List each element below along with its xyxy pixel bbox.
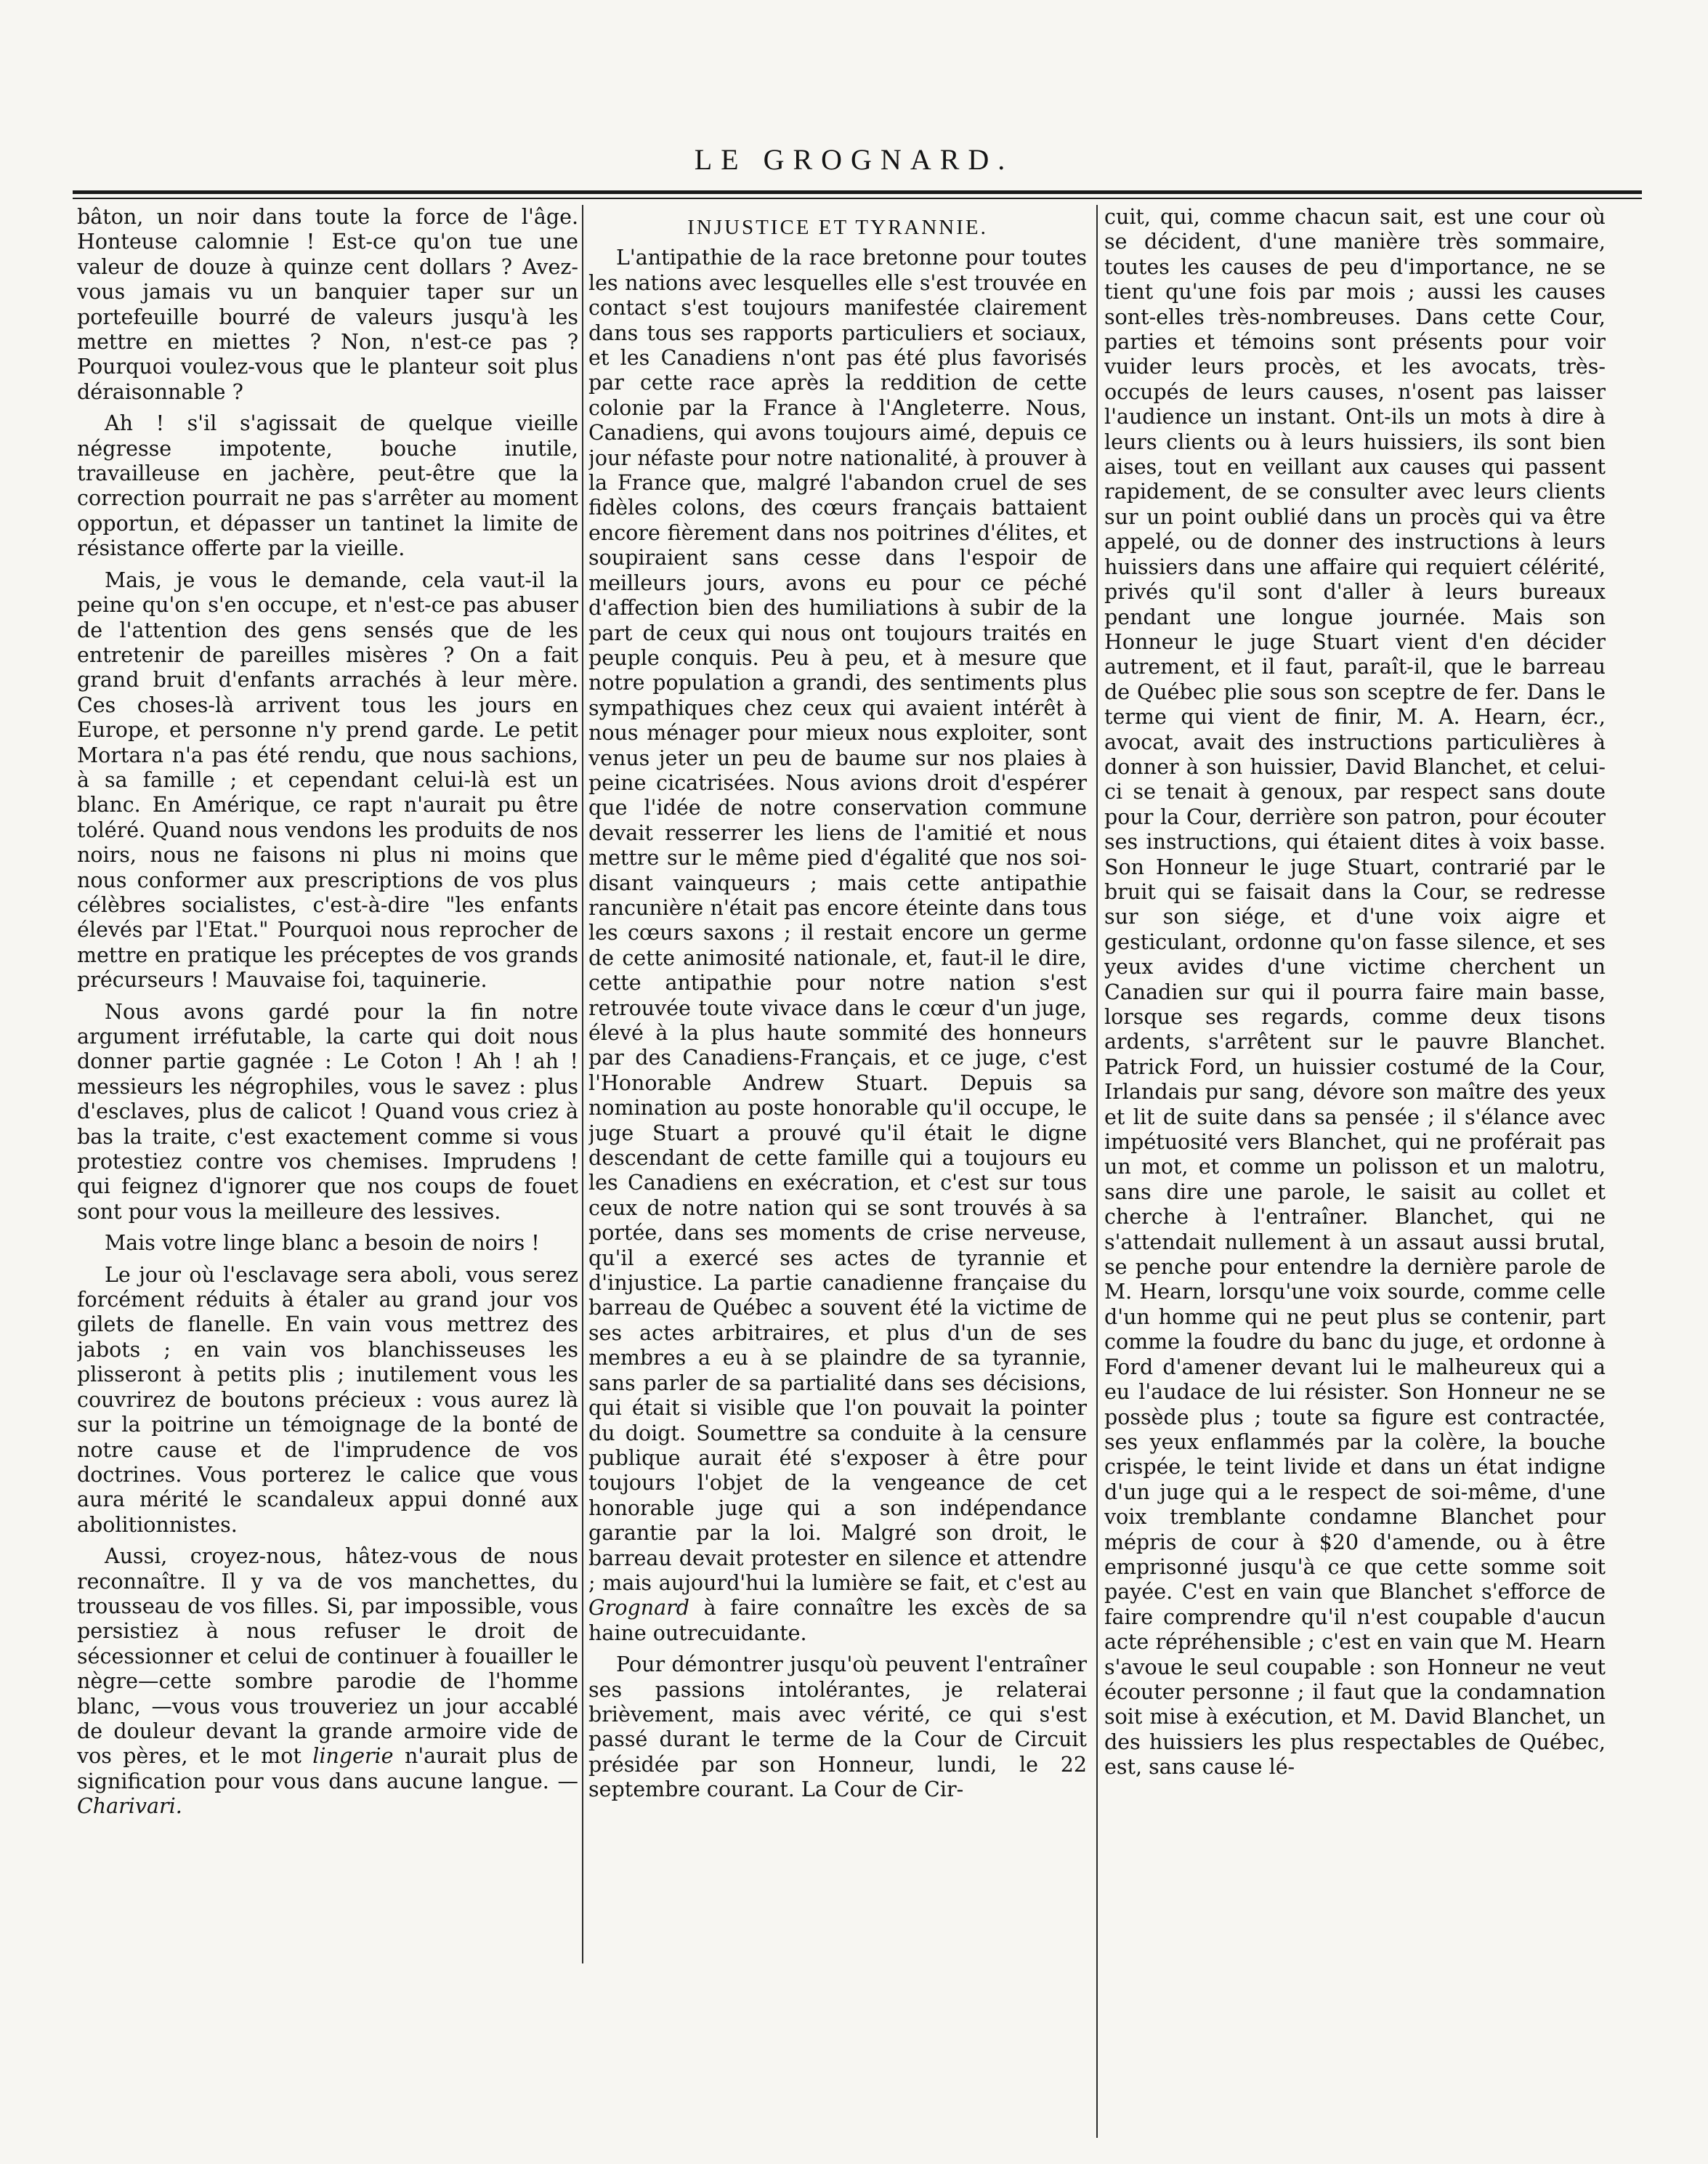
paragraph: bâton, un noir dans toute la force de l'âge. Honteuse calomnie ! Est-ce qu'on tue une valeur de douze à quinze cent dollars ? Avez-vous jamais vu un banquier taper sur un portefeuille bourré de valeurs jusqu'à les mettre en miettes ? Non, n'est-ce pas ? Pourquoi voulez-vous que le planteur soit plus déraisonnable ? [77, 205, 578, 404]
paragraph: Mais, je vous le demande, cela vaut-il la peine qu'on s'en occupe, et n'est-ce pas abuser de l'attention des gens sensés que de les entretenir de pareilles misères ? On a fait grand bruit d'enfants arrachés à leur mère. Ces choses-là arrivent tous les jours en Europe, et personne n'y prend garde. Le petit Mortara n'a pas été rendu, que nous sachions, à sa famille ; et cependant celui-là est un blanc. En Amérique, ce rapt n'aurait pu être toléré. Quand nous vendons les produits de nos noirs, nous ne faisons ni plus ni moins que nous conformer aux prescriptions de vos plus célèbres socialistes, c'est-à-dire "les enfants élevés par l'Etat." Pourquoi nous reprocher de mettre en pratique les préceptes de vos grands précurseurs ! Mauvaise foi, taquinerie. [77, 568, 578, 993]
paragraph: Mais votre linge blanc a besoin de noirs ! [105, 1231, 540, 1256]
masthead-rule-thick [73, 190, 1642, 194]
paragraph: Nous avons gardé pour la fin notre argument irréfutable, la carte qui doit nous donner partie gagnée : Le Coton ! Ah ! ah ! messieurs les négrophiles, vous le savez : plus d'esclaves, plus de calicot ! Quand vous criez à bas la traite, c'est exactement comme si vous protestiez contre vos chemises. Imprudens ! qui feignez d'ignorer que nos coups de fouet sont pour vous la meilleure des lessives. [77, 999, 578, 1224]
text-run: à faire connaître les excès de sa haine outrecuidante. [588, 1596, 1087, 1645]
column-1 [77, 205, 578, 2138]
column-3 [1104, 205, 1606, 2138]
italic-word: Grognard [588, 1596, 690, 1620]
column-divider [582, 205, 583, 1963]
paragraph: Le jour où l'esclavage sera aboli, vous serez forcément réduits à étaler au grand jour vos gilets de flanelle. En vain vous mettrez des jabots ; en vain vos blanchisseuses les plisseront à petits plis ; inutilement vous les couvrirez de boutons précieux : vous aurez là sur la poitrine un témoignage de la bonté de notre cause et de l'imprudence de vos doctrines. Vous porterez le calice que vous aura mérité le scandaleux appui donné aux abolitionnistes. [77, 1262, 578, 1537]
masthead-rule-thin [73, 198, 1642, 199]
paragraph: Pour démontrer jusqu'où peuvent l'entraîner ses passions intolérantes, je relaterai brièvement, mais avec vérité, ce qui s'est passé durant le terme de la Cour de Circuit présidée par son Honneur, lundi, le 22 septembre courant. La Cour de Cir- [588, 1652, 1087, 1802]
paragraph [588, 246, 1087, 1646]
article-headline: INJUSTICE ET TYRANNIE. [687, 216, 988, 239]
column-2 [588, 205, 1087, 2138]
paragraph [77, 1544, 578, 1819]
text-run: n'aurait plus de signification pour vous dans aucune langue. — [77, 1744, 578, 1793]
text-run: Aussi, croyez-nous, hâtez-vous de nous reconnaître. Il y va de vos manchettes, du trousseau de vos filles. Si, par impossible, vous persistiez à nous refuser le droit de sécessionner et celui de continuer à fouailler le nègre—cette sombre parodie de l'homme blanc, —vous vous trouveriez un jour accablé de douleur devant la grande armoire vide de vos pères, et le mot [77, 1544, 578, 1769]
text-run: L'antipathie de la race bretonne pour toutes les nations avec lesquelles elle s'est trouvée en contact s'est toujours manifestée clairement dans tous ses rapports particuliers et sociaux, et les Canadiens n'ont pas été plus favorisés par cette race après la reddition de cette colonie par la France à l'Angleterre. Nous, Canadiens, qui avons toujours aimé, depuis ce jour néfaste pour notre nationalité, à prouver à la France que, malgré l'abandon cruel de ses fidèles colons, des cœurs français battaient encore fièrement dans nos poitrines d'élites, et soupiraient sans cesse dans l'espoir de meilleurs jours, avons eu pour ce péché d'affection bien des humiliations à subir de la part de ceux qui nous ont toujours traités en peuple conquis. Peu à peu, et à mesure que notre population a grandi, des sentiments plus sympathiques chez ceux qui avaient intérêt à nous ménager pour mieux nous exploiter, sont venus jeter un peu de baume sur nos plaies à peine cicatrisées. Nous avions droit d'espérer que l'idée de notre conservation commune devait resserrer les liens de l'amitié et nous mettre sur le même pied d'égalité que nos soi-disant vainqueurs ; mais cette antipathie rancunière n'était pas encore éteinte dans tous les cœurs saxons ; il restait encore un germe de cette animosité nationale, et, faut-il le dire, cette antipathie pour notre nation s'est retrouvée toute vivace dans le cœur d'un juge, élevé à la plus haute sommité des honneurs par des Canadiens-Français, et ce juge, c'est l'Honorable Andrew Stuart. Depuis sa nomination au poste honorable qu'il occupe, le juge Stuart a prouvé qu'il était le digne descendant de cette famille qui a toujours eu les Canadiens en exécration, et c'est sur tous ceux de notre nation qui se sont trouvés à sa portée, dans ses moments de crise nerveuse, qu'il a exercé ses actes de tyrannie et d'injustice. La partie canadienne française du barreau de Québec a souvent été la victime de ses actes arbitraires, et plus d'un de ses membres a eu à se plaindre de sa tyrannie, sans parler de sa partialité dans ses décisions, qui était si visible que l'on pouvait la pointer du doigt. Soumettre sa conduite à la censure publique aurait été s'exposer à être pour toujours l'objet de la vengeance de cet honorable juge qui a son indépendance garantie par la loi. Malgré son droit, le barreau devait protester en silence et attendre ; mais aujourd'hui la lumière se fait, et c'est au [588, 246, 1087, 1595]
column-divider [1096, 205, 1098, 2138]
paragraph: Ah ! s'il s'agissait de quelque vieille négresse impotente, bouche inutile, travailleuse en jachère, peut-être que la correction pourrait ne pas s'arrêter au moment opportun, et dépasser un tantinet la limite de résistance offerte par la vieille. [77, 411, 578, 561]
paragraph: cuit, qui, comme chacun sait, est une cour où se décident, d'une manière très sommaire, toutes les causes de peu d'importance, ne se tient qu'une fois par mois ; aussi les causes sont-elles très-nombreuses. Dans cette Cour, parties et témoins sont présents pour voir vuider leurs procès, et les avocats, très-occupés de leurs causes, n'osent pas laisser l'audience un instant. Ont-ils un mots à dire à leurs clients ou à leurs huissiers, ils sont bien aises, tout en veillant aux causes qui passent rapidement, de se consulter avec leurs clients sur un point oublié dans un procès qui va être appelé, ou de donner des instructions à leurs huissiers dans une affaire qui requiert célérité, privés qu'il sont d'aller à leurs bureaux pendant une longue journée. Mais son Honneur le juge Stuart vient d'en décider autrement, et il faut, paraît-il, que le barreau de Québec plie sous son sceptre de fer. Dans le terme qui vient de finir, M. A. Hearn, écr., avocat, avait des instructions particulières à donner à son huissier, David Blanchet, et celui-ci se tenait à genoux, par respect sans doute pour la Cour, derrière son patron, pour écouter ses instructions, qui étaient dites à voix basse. Son Honneur le juge Stuart, contrarié par le bruit qui se faisait dans la Cour, se redresse sur son siége, et d'une voix aigre et gesticulant, ordonne qu'on fasse silence, et ses yeux avides d'une victime cherchent un Canadien sur qui il pourra faire main basse, lorsque ses regards, comme deux tisons ardents, s'arrêtent sur le pauvre Blanchet. Patrick Ford, un huissier costumé de la Cour, Irlandais pur sang, dévore son maître des yeux et lit de suite dans sa pensée ; il s'élance avec impétuosité vers Blanchet, qui ne proférait pas un mot, et comme un polisson et un malotru, sans dire une parole, le saisit au collet et cherche à l'entraîner. Blanchet, qui ne s'attendait nullement à un assaut aussi brutal, se penche pour entendre la dernière parole de M. Hearn, lorsqu'une voix sourde, comme celle d'un homme qui ne peut plus se contenir, part comme la foudre du banc du juge, et ordonne à Ford d'amener devant lui le malheureux qui a eu l'audace de lui résister. Son Honneur ne se possède plus ; toute sa figure est contractée, ses yeux enflammés par la colère, la bouche crispée, le teint livide et dans un état indigne d'un juge qui a le respect de soi-même, d'une voix tremblante condamne Blanchet pour mépris de cour à $20 d'amende, ou à être emprisonné jusqu'à ce que cette somme soit payée. C'est en vain que Blanchet s'efforce de faire comprendre qu'il n'est coupable d'aucun acte répréhensible ; c'est en vain que M. Hearn s'avoue le seul coupable : son Honneur ne veut écouter personne ; il faut que la condamnation soit mise à exécution, et M. David Blanchet, un des huissiers les plus respectables de Québec, est, sans cause lé- [1104, 205, 1606, 1780]
italic-word: lingerie [312, 1744, 394, 1769]
newspaper-title: LE GROGNARD. [694, 143, 1014, 176]
source-credit: Charivari. [77, 1794, 182, 1819]
